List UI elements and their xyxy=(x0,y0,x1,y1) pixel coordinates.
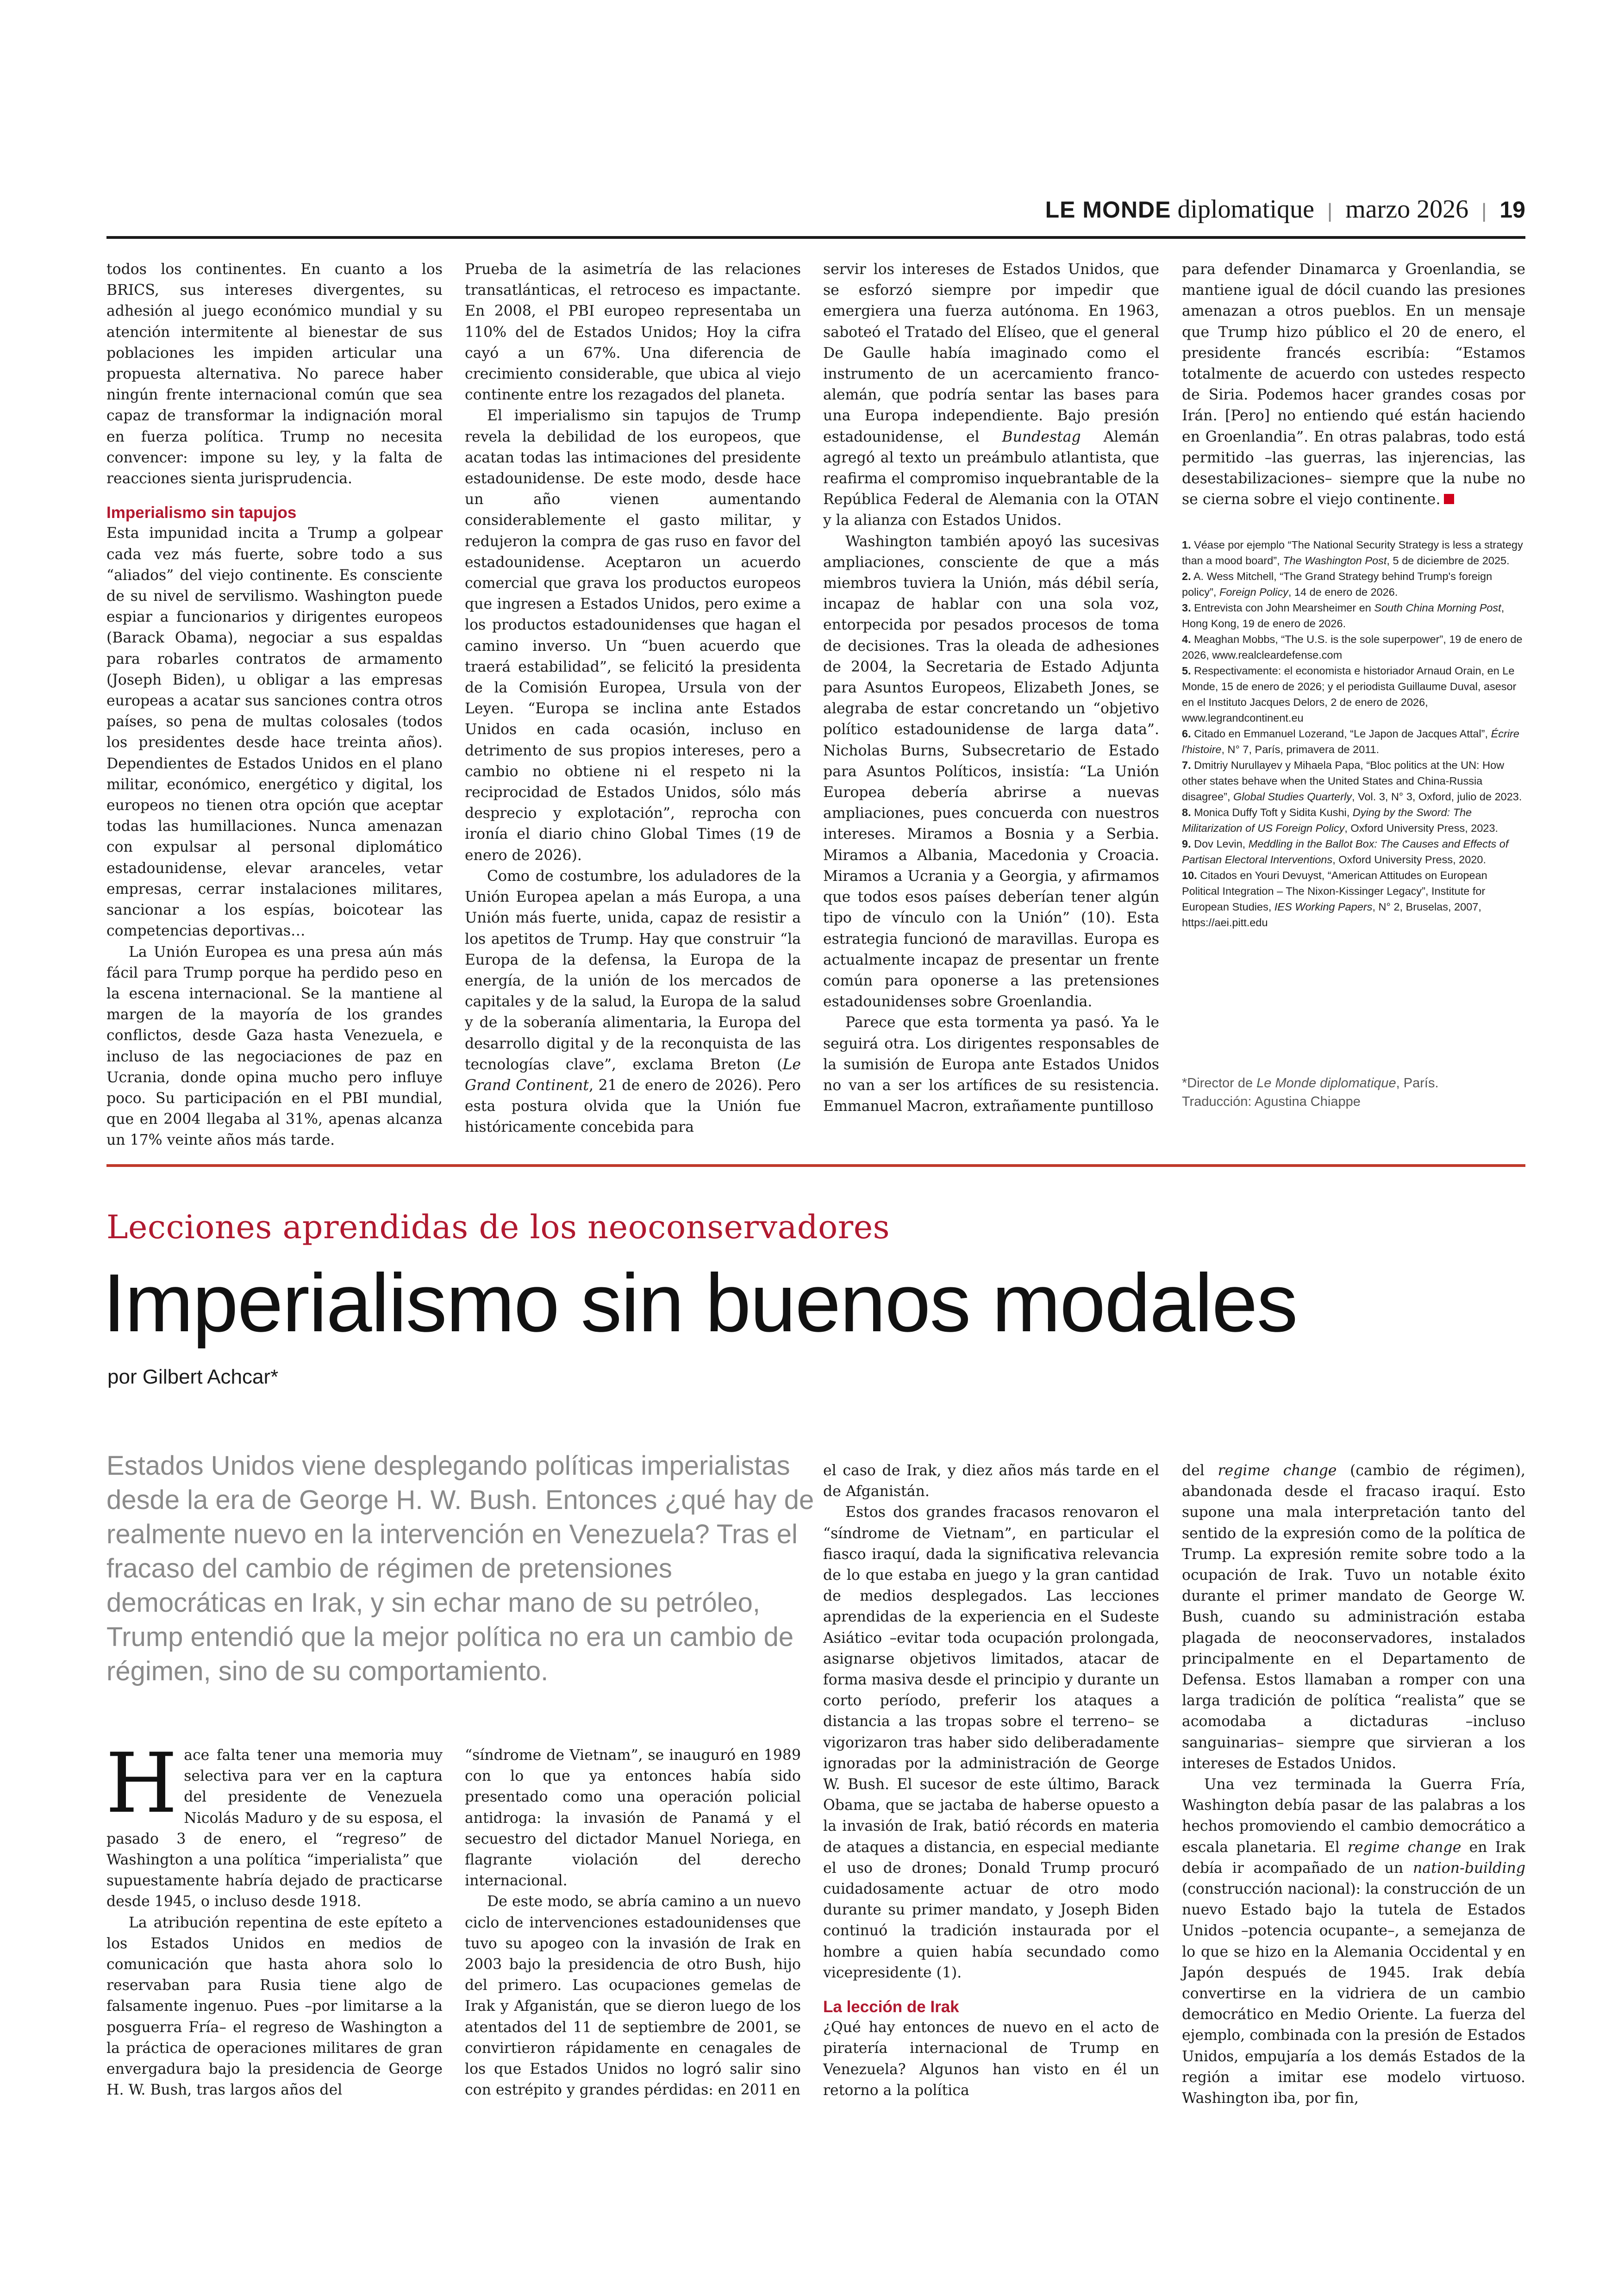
issue-date: marzo 2026 xyxy=(1345,195,1469,224)
top-article-column-3 xyxy=(823,259,1159,1117)
footnote: 6. Citado en Emmanuel Lozerand, “Le Japon de Jacques Attal”, Écrire l'histoire, N° 7, París, primavera de 2011. xyxy=(1182,728,1519,755)
paragraph: ¿Qué hay entonces de nuevo en el acto de piratería internacional de Trump en Venezuela? Algunos han visto en él un retorno a la política xyxy=(823,2019,1159,2099)
section-divider xyxy=(106,1164,1525,1167)
masthead xyxy=(1045,194,1525,224)
paragraph: Parece que esta tormenta ya pasó. Ya le seguirá otra. Los dirigentes responsables de la sumisión de Europa ante Estados Unidos no van a ser los artífices de su resistencia. Emmanuel Macron, extrañamente puntilloso xyxy=(823,1014,1159,1115)
footnote: 9. Dov Levin, Meddling in the Ballot Box: The Causes and Effects of Partisan Electoral Interventions, Oxford University Press, 2020. xyxy=(1182,838,1509,866)
footnote: 5. Respectivamente: el economista e historiador Arnaud Orain, en Le Monde, 15 de enero de 2026; y el periodista Guillaume Duval, asesor en el Instituto Jacques Delors, 2 de enero de 2026, www.legrandcontinent.eu xyxy=(1182,665,1517,724)
credit-line: *Director de Le Monde diplomatique, París. xyxy=(1182,1076,1439,1091)
footnote: 3. Entrevista con John Mearsheimer en South China Morning Post, Hong Kong, 19 de enero de 2026. xyxy=(1182,602,1505,630)
paragraph: La Unión Europea es una presa aún más fácil para Trump porque ha perdido peso en la escena internacional. Se la mantiene al margen de la mayoría de los grandes conflictos, desde Gaza hasta Venezuela, e incluso de las negociaciones de paz en Ucrania, donde opina mucho pero influye poco. Su participación en el PBI mundial, que en 2004 llegaba al 31%, apenas alcanza un 17% veinte años más tarde. xyxy=(106,943,443,1149)
paragraph: Washington también apoyó las sucesivas ampliaciones, consciente de que a más miembros tuviera la Unión, más débil sería, incapaz de hablar con una sola voz, entorpecida por pesados procesos de toma de decisiones. Tras la oleada de adhesiones de 2004, la Secretaria de Estado Adjunta para Asuntos Europeos, Elizabeth Jones, se alegraba de estar concretando un “objetivo político estadounidense de larga data”. Nicholas Burns, Subsecretario de Estado para Asuntos Políticos, insistía: “La Unión Europea debería abrirse a nuevas ampliaciones, pues concuerda con nuestros intereses. Miramos a Bosnia y a Serbia. Miramos a Albania, Macedonia y Croacia. Miramos a Ucrania y a Georgia, y afirmamos que todos esos países deberían tener algún tipo de vínculo con la Unión” (10). Esta estrategia funcionó de maravillas. Europa es actualmente incapaz de presentar un frente común para oponerse a las pretensiones estadounidenses sobre Groenlandia. xyxy=(823,533,1159,1010)
brand-script: diplomatique xyxy=(1177,195,1314,224)
paragraph: Prueba de la asimetría de las relaciones transatlánticas, el retroceso es impactante. En 2008, el PBI europeo representaba un 110% del de Estados Unidos; Hoy la cifra cayó a un 67%. Una diferencia de crecimiento considerable, que ubica al viejo continente entre los rezagados del planeta. xyxy=(465,261,801,404)
top-article-column-1 xyxy=(106,259,443,1151)
paragraph: Hace falta tener una memoria muy selectiva para ver en la captura del presidente de Venezuela Nicolás Maduro y de su esposa, el pasado 3 de enero, el “regreso” de Washington a una política “imperialista” que supuestamente habría dejado de practicarse desde 1945, o incluso desde 1918. xyxy=(106,1735,443,1910)
footnote: 7. Dmitriy Nurullayev y Mihaela Papa, “Bloc politics at the UN: How other states behave when the United States and China-Russia disagree”, Global Studies Quarterly, Vol. 3, N° 3, Oxford, julio de 2023. xyxy=(1182,759,1522,803)
article-column-4 xyxy=(1182,1460,1525,2109)
article-title: Imperialismo sin buenos modales xyxy=(103,1257,1297,1349)
top-article-column-4 xyxy=(1182,259,1525,510)
paragraph: “síndrome de Vietnam”, se inauguró en 1989 con lo que ya entonces había sido presentado como una operación policial antidroga: la invasión de Panamá y el secuestro del dictador Manuel Noriega, en flagrante violación del derecho internacional. xyxy=(465,1747,801,1890)
paragraph: Estos dos grandes fracasos renovaron el “síndrome de Vietnam”, en particular el fiasco iraquí, dada la significativa relevancia de lo que estaba en juego y la gran cantidad de medios desplegados. Las lecciones aprendidas de la experiencia en el Sudeste Asiático –evitar toda ocupación prolongada, asignarse objetivos limitados, atacar de forma masiva desde el principio y durante un corto período, preferir los ataques a distancia a las tropas sobre el terreno– se vigorizaron tras haber sido deliberadamente ignoradas por la administración de George W. Bush. El sucesor de este último, Barack Obama, que se jactaba de haberse opuesto a la invasión de Irak, batió récords en materia de ataques a distancia, en especial mediante el uso de drones; Donald Trump procuró cuidadosamente actuar de otro modo durante su primer mandato, y Joseph Biden continuó la tradición instaurada por el hombre a quien había secundado como vicepresidente (1). xyxy=(823,1504,1159,1981)
subhead: Imperialismo sin tapujos xyxy=(106,504,297,522)
paragraph: servir los intereses de Estados Unidos, que se esforzó siempre por impedir que emergiera una fuerza autónoma. En 1963, saboteó el Tratado del Elíseo, que el general De Gaulle había imaginado como el instrumento de un acercamiento franco-alemán, que podría sentar las bases para una Europa independiente. Bajo presión estadounidense, el Bundestag Alemán agregó al texto un preámbulo atlantista, que reafirma el compromiso inquebrantable de la República Federal de Alemania con la OTAN y la alianza con Estados Unidos. xyxy=(823,261,1159,529)
article-column-3 xyxy=(823,1460,1159,2101)
footnote: 1. Véase por ejemplo “The National Security Strategy is less a strategy than a mood board”, The Washington Post, 5 de diciembre de 2025. xyxy=(1182,539,1523,567)
paragraph: Esta impunidad incita a Trump a golpear cada vez más fuerte, sobre todo a sus “aliados” del viejo continente. Es consciente de su nivel de servilismo. Washington puede espiar a funcionarios y dirigentes europeos (Barack Obama), negociar a sus espaldas para robarles contratos de armamento (Joseph Biden), u obligar a las empresas europeas a acatar sus sanciones contra otros países, so pena de multas colosales (todos los presidentes desde hace treinta años). Dependientes de Estados Unidos en el plano militar, económico, energético y digital, los europeos no tienen otra opción que aceptar todas las humillaciones. Nunca amenazan con expulsar al personal diplomático estadounidense, elevar aranceles, vetar empresas, cerrar instalaciones militares, sancionar a los espías, boicotear las competencias deportivas… xyxy=(106,525,443,940)
top-article-column-2 xyxy=(465,259,801,1138)
paragraph: Como de costumbre, los aduladores de la Unión Europea apelan a más Europa, a una Unión más fuerte, unida, capaz de resistir a los apetitos de Trump. Hay que construir “la Europa de la defensa, la Europa de la energía, de la unión de los mercados de capitales y de la salud, la Europa de la salud y de la soberanía alimentaria, la Europa del desarrollo digital y de la reconquista de las tecnologías clave”, exclama Breton (Le Grand Continent, 21 de enero de 2026). Pero esta postura olvida que la Unión fue históricamente concebida para xyxy=(465,867,801,1136)
page-header xyxy=(106,194,1525,227)
page-number: 19 xyxy=(1499,197,1525,223)
paragraph: para defender Dinamarca y Groenlandia, se mantiene igual de dócil cuando las presiones amenazan a otros pueblos. En un mensaje que Trump hizo público el 20 de enero, el presidente francés escribía: “Estamos totalmente de acuerdo con ustedes respecto de Siria. Podemos hacer grandes cosas por Irán. [Pero] no entiendo qué están haciendo en Groenlandia”. En otras palabras, todo está permitido –las guerras, las injerencias, las desestabilizaciones– siempre que la nube no se cierna sobre el viejo continente. xyxy=(1182,261,1525,508)
footnote: 4. Meaghan Mobbs, “The U.S. is the sole superpower”, 19 de enero de 2026, www.realcleardefense.com xyxy=(1182,633,1523,661)
separator: | xyxy=(1327,200,1333,222)
article-column-2 xyxy=(465,1745,801,2101)
paragraph: El imperialismo sin tapujos de Trump revela la debilidad de los europeos, que acatan todas las intimaciones del presidente estadounidense. De este modo, desde hace un año vienen aumentando considerablemente el gasto militar, y redujeron la compra de gas ruso en favor del estadounidense. Aceptaron un acuerdo comercial que grava los productos europeos que ingresen a Estados Unidos, pero exime a los productos estadounidenses que hagan el camino inverso. Un “buen acuerdo que traerá estabilidad”, se felicitó la presidenta de la Comisión Europea, Ursula von der Leyen. “Europa se inclina ante Estados Unidos en cada ocasión, incluso en detrimento de sus propios intereses, pero a cambio no obtiene ni el respeto ni la reciprocidad de Estados Unidos, sólo más desprecio y explotación”, reprocha con ironía el diario chino Global Times (19 de enero de 2026). xyxy=(465,407,801,864)
footnote: 2. A. Wess Mitchell, “The Grand Strategy behind Trump's foreign policy”, Foreign Policy, 14 de enero de 2026. xyxy=(1182,570,1493,598)
footnotes xyxy=(1182,537,1525,930)
brand: LE MONDE xyxy=(1045,197,1171,223)
paragraph: Una vez terminada la Guerra Fría, Washington debía pasar de las palabras a los hechos promoviendo el cambio democrático a escala planetaria. El regime change en Irak debía ir acompañado de un nation-building (construcción nacional): la construcción de un nuevo Estado bajo la tutela de Estados Unidos –potencia ocupante–, a semejanza de lo que se hizo en la Alemania Occidental y en Japón después de 1945. Irak debía convertirse en la vidriera de un cambio democrático en Medio Oriente. La fuerza del ejemplo, combinada con la presión de Estados Unidos, empujaría a los demás Estados de la región a imitar ese modelo virtuoso. Washington iba, por fin, xyxy=(1182,1776,1525,2107)
article-lead: Estados Unidos viene desplegando políticas imperialistas desde la era de George H. W. Bush. Entonces ¿qué hay de realmente nuevo en la intervención en Venezuela? Tras el fracaso del cambio de régimen de pretensiones democráticas en Irak, y sin echar mano de su petróleo, Trump entendió que la mejor política no era un cambio de régimen, sino de su comportamiento. xyxy=(106,1451,814,1686)
paragraph: del regime change (cambio de régimen), abandonada desde el fracaso iraquí. Esto supone una mala interpretación tanto del sentido de la expresión como de la política de Trump. La expresión remite sobre todo a la ocupación de Irak. Tuvo un notable éxito durante el primer mandato de George W. Bush, cuando su administración estaba plagada de neoconservadores, instalados principalmente en el Departamento de Defensa. Estos llamaban a romper con una larga tradición de política “realista” que se acomodaba a dictaduras –incluso sanguinarias– siempre que sirvieran a los intereses de Estados Unidos. xyxy=(1182,1462,1525,1772)
article-byline: por Gilbert Achcar* xyxy=(107,1366,279,1388)
end-mark-icon xyxy=(1444,494,1454,504)
paragraph: De este modo, se abría camino a un nuevo ciclo de intervenciones estadounidenses que tuvo su apogeo con la invasión de Irak en 2003 bajo la presidencia de otro Bush, hijo del primero. Las ocupaciones gemelas de Irak y Afganistán, que se dieron luego de los atentados del 11 de septiembre de 2001, se convirtieron rápidamente en cenagales de los que Estados Unidos no logró salir sino con estrépito y grandes pérdidas: en 2011 en xyxy=(465,1893,801,2099)
author-credit xyxy=(1182,1074,1525,1111)
footnote: 8. Monica Duffy Toft y Sidita Kushi, Dying by the Sword: The Militarization of US Foreign Policy, Oxford University Press, 2023. xyxy=(1182,806,1499,834)
paragraph: el caso de Irak, y diez años más tarde en el de Afganistán. xyxy=(823,1462,1159,1500)
subhead: La lección de Irak xyxy=(823,1998,959,2016)
paragraph: todos los continentes. En cuanto a los BRICS, sus intereses divergentes, su adhesión al juego económico mundial y su atención intermitente al bienestar de sus poblaciones les impiden articular una propuesta alternativa. No parece haber ningún frente internacional común que sea capaz de transformar la indignación moral en fuerza política. Trump no necesita convencer: impone su ley, y la falta de reacciones sienta jurisprudencia. xyxy=(106,261,443,487)
separator: | xyxy=(1481,200,1487,222)
article-kicker: Lecciones aprendidas de los neoconservadores xyxy=(106,1208,890,1246)
footnote: 10. Citados en Youri Devuyst, “American Attitudes on European Political Integration – The Nixon-Kissinger Legacy”, Institute for European Studies, IES Working Papers, N° 2, Bruselas, 2007, https://aei.pitt.edu xyxy=(1182,869,1487,929)
header-rule xyxy=(106,236,1525,239)
article-column-1 xyxy=(106,1735,443,2101)
paragraph: La atribución repentina de este epíteto a los Estados Unidos en medios de comunicación que hasta ahora solo lo reservaban para Rusia tiene algo de falsamente ingenuo. Pues –por limitarse a la posguerra Fría– el regreso de Washington a la práctica de operaciones militares de gran envergadura bajo la presidencia de George H. W. Bush, tras largos años del xyxy=(106,1914,443,2099)
translation-credit: Traducción: Agustina Chiappe xyxy=(1182,1094,1361,1109)
drop-cap: H xyxy=(106,1735,178,1831)
